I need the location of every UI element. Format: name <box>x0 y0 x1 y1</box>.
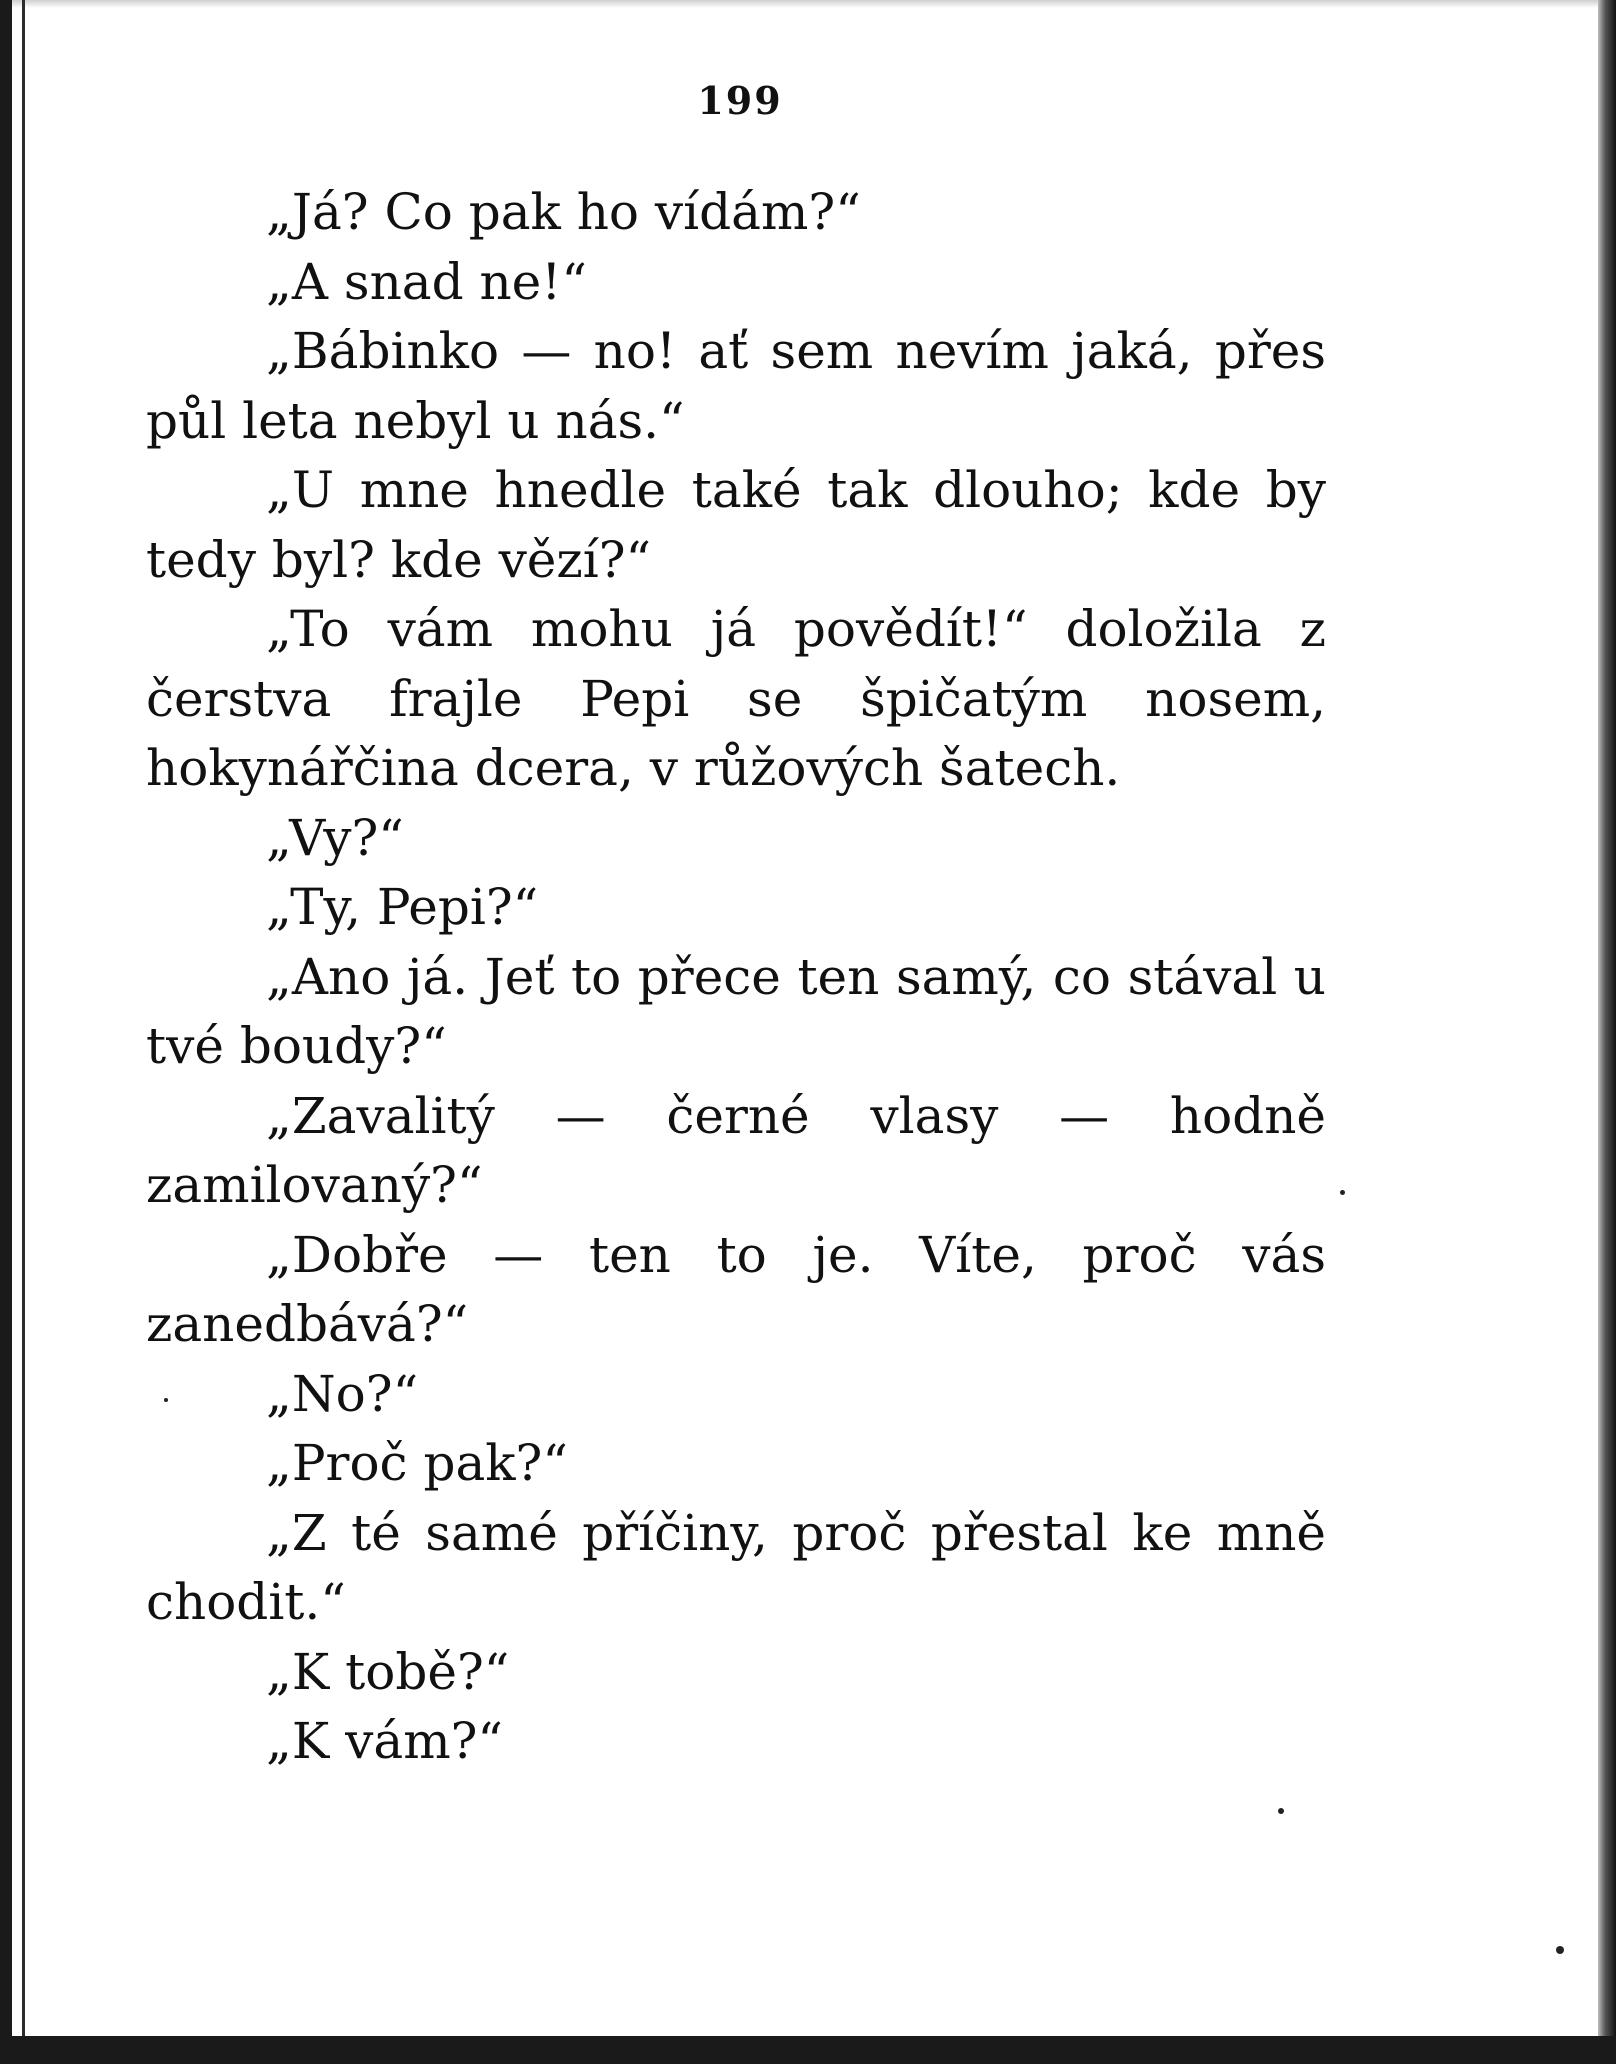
scan-speck <box>1278 1808 1284 1814</box>
page-number: 199 <box>697 78 783 123</box>
paragraph: „Bábinko — no! ať sem nevím jaká, přes půl leta nebyl u nás.“ <box>146 322 1326 450</box>
body-text <box>146 178 1326 1777</box>
paragraph: „K vám?“ <box>266 1712 503 1770</box>
scan-edge-left <box>0 0 12 2064</box>
paragraph: „Já? Co pak ho vídám?“ <box>266 183 861 241</box>
paragraph: „Ano já. Jeť to přece ten samý, co stával u tvé boudy?“ <box>146 947 1326 1075</box>
paragraph: „K tobě?“ <box>266 1642 510 1701</box>
scan-edge-right <box>1598 0 1616 2064</box>
scan-edge-top <box>0 0 1616 8</box>
paragraph: „Ty, Pepi?“ <box>266 878 539 936</box>
paragraph: „A snad ne!“ <box>266 252 587 311</box>
scan-speck <box>1340 1190 1345 1195</box>
paragraph: „Proč pak?“ <box>266 1434 568 1492</box>
paragraph: „Zavalitý — černé vlasy — hodně zamilovaný?“ <box>146 1086 1326 1214</box>
paragraph: „Z té samé příčiny, proč přestal ke mně chodit.“ <box>146 1503 1326 1631</box>
scan-edge-bottom <box>0 2036 1616 2064</box>
paragraph: „No?“ <box>266 1364 419 1423</box>
scan-speck <box>1556 1946 1564 1954</box>
paragraph: „To vám mohu já povědít!“ doložila z čerstva frajle Pepi se špičatým nosem, hokynářčina dcera, v růžových šatech. <box>146 600 1326 797</box>
page-binding-line <box>22 0 25 2040</box>
paragraph: „Dobře — ten to je. Víte, proč vás zanedbává?“ <box>146 1225 1326 1353</box>
scan-speck <box>164 1398 168 1402</box>
paragraph: „U mne hnedle také tak dlouho; kde by tedy byl? kde vězí?“ <box>146 461 1326 589</box>
paragraph: „Vy?“ <box>266 808 404 867</box>
